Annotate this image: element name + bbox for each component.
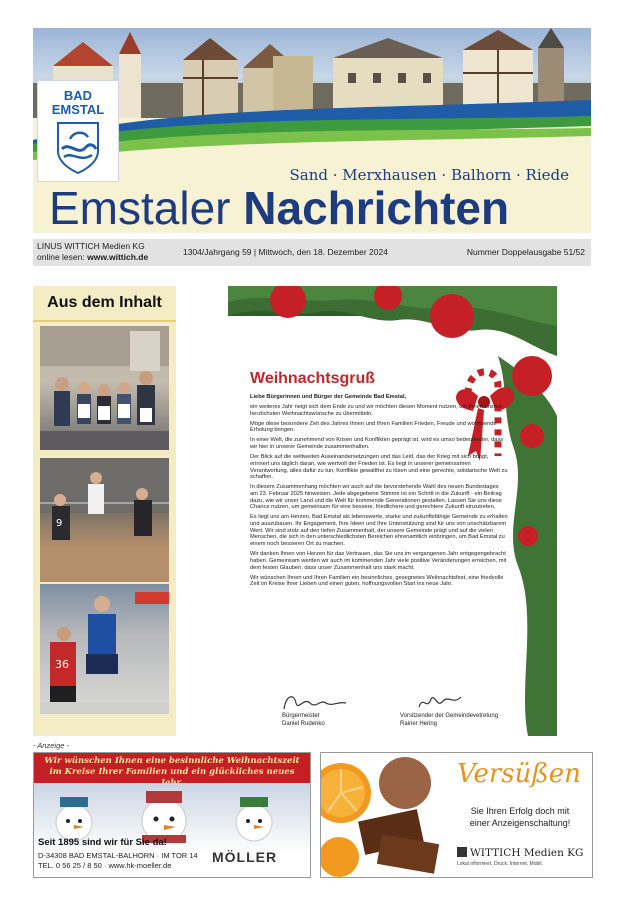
contents-column	[33, 286, 176, 736]
ad-banner	[34, 753, 310, 783]
ad-contact-line: TEL. 0 56 25 / 8 50 · www.hk-moeller.de	[38, 861, 172, 870]
masthead	[33, 28, 591, 233]
svg-text:36: 36	[55, 658, 69, 671]
online-line	[37, 252, 148, 263]
newspaper-title	[49, 183, 509, 233]
logo-text	[38, 89, 118, 117]
chocolate-orange-image	[321, 753, 451, 877]
signature-hering	[415, 691, 475, 713]
greeting-letter	[250, 394, 508, 591]
letter-paragraph: Möge diese besondere Zeit des Jahres Ihnen und Ihren Familien Frieden, Freude und wohltuende Erholung bringen.	[250, 420, 497, 434]
ad-address-line: D-34308 BAD EMSTAL-BALHORN · IM TOR 14	[38, 851, 198, 860]
letter-paragraph: In einer Welt, die zunehmend von Krisen und Konflikten geprägt ist, wird es umso bedeutender, dass wir hier in unserer Gemeinde zusammenhalten.	[250, 437, 504, 451]
photo-award-ceremony[interactable]	[40, 326, 169, 450]
logo-line-2: EMSTAL	[51, 102, 105, 117]
ad-wittich[interactable]	[320, 752, 593, 878]
publisher-name: LINUS WITTICH Medien KG	[37, 241, 145, 251]
moeller-logo: MÖLLER	[212, 849, 278, 865]
photo-volleyball[interactable]	[40, 458, 169, 582]
online-label: online lesen:	[37, 252, 85, 262]
signatory-role: Vorsitzender der Gemeindevetretung	[400, 713, 499, 719]
letter-paragraph: ein weiteres Jahr neigt sich dem Ende zu und wir möchten diesen Moment nutzen, um Ihnen unsere herzlichsten Weihnachtswünsche zu übermitteln.	[250, 404, 502, 417]
ad-text-line-2: einer Anzeigenschaltung!	[469, 818, 571, 828]
ad-text-line-1: Sie Ihren Erfolg doch mit	[470, 806, 570, 816]
signatures	[250, 691, 550, 731]
letter-paragraph: In diesem Zusammenhang möchten wir auch auf die bevorstehende Wahl des neuen Bundestages am 23. Februar 2025 hinweisen. Jede abgegebene Stimme ist ein Schritt in die Zukunft - ein Beitrag dazu, wie wir unser Land und die Welt für kommende Generationen gestalten. Lassen Sie uns diese Chance nutzen, um gemeinsam für eine bessere, friedlichere und gerechtere Zukunft einzutreten.	[250, 484, 502, 511]
ad-tagline: Seit 1895 sind wir für Sie da!	[38, 837, 167, 848]
logo-line-1: BAD	[63, 88, 93, 103]
wittich-brand-name: WITTICH Medien KG	[470, 847, 584, 859]
title-light: Emstaler	[49, 182, 231, 233]
photo-handball[interactable]	[40, 584, 169, 714]
ad-address	[38, 851, 198, 871]
christmas-greeting-card	[228, 286, 557, 736]
ad-moeller[interactable]	[33, 752, 311, 878]
letter-paragraph: Wir wünschen Ihnen und Ihren Familien ein besinnliches, gesegnetes Weihnachtsfest, eine friedvolle Zeit im Kreise Ihrer Lieben und einen guten, hoffnungsvollen Start ins neue Jahr.	[250, 574, 504, 588]
ad-text	[449, 805, 591, 829]
greeting-title: Weihnachtsgruß	[250, 370, 376, 387]
letter-paragraph: Der Blick auf die weltweiten Auseinandersetzungen und das Leid, das der Krieg mit sich bringt, erinnert uns täglich daran, wie wertvoll der Frieden ist. Es liegt in unserer gemeinsamen Verantwortung, alles dafür zu tun, Konflikte gewaltfrei zu lösen und eine gerechte, solidarische Welt zu schaffen.	[250, 454, 508, 481]
handball-image	[40, 584, 169, 714]
edition-info: 1304/Jahrgang 59 | Mittwoch, den 18. Dezember 2024	[183, 247, 388, 257]
svg-text:9: 9	[56, 518, 63, 529]
letter-salutation: Liebe Bürgerinnen und Bürger der Gemeinde Bad Emstal,	[250, 394, 407, 400]
wittich-logo	[457, 847, 583, 859]
publisher-info	[37, 241, 148, 263]
signatory-council-chair	[400, 713, 498, 728]
title-bold: Nachrichten	[243, 182, 510, 233]
issue-number: Nummer Doppelausgabe 51/52	[466, 247, 585, 257]
signatory-name: Rainer Hering	[400, 720, 438, 727]
letter-paragraph: Wir danken Ihnen von Herzen für das Vertrauen, das Sie uns im vergangenen Jahr entgegengebracht haben. Gemeinsam werden wir auch im kommenden Jahr viele positive Veränderungen erreichen, mit dem festen Glauben, dass unser Zusammenhalt uns stark macht.	[250, 551, 507, 571]
ad-headline: Versüßen	[457, 759, 581, 789]
volleyball-image	[40, 458, 169, 582]
localities: Sand · Merxhausen · Balhorn · Riede	[289, 166, 569, 184]
signatory-name: Daniel Rudenko	[282, 720, 325, 727]
ad-label: - Anzeige -	[33, 741, 69, 750]
signature-rudenko	[280, 691, 360, 713]
chocolate-orange-icon	[321, 753, 451, 877]
crest-icon	[54, 121, 102, 175]
bad-emstal-logo	[37, 80, 119, 182]
ad-headline-line-1: Wir wünschen Ihnen eine besinnliche Weihnachtszeit	[44, 756, 300, 766]
letter-paragraph: Es liegt uns am Herzen, Bad Emstal als lebenswerte, starke und zukunftsfähige Gemeinde zu erhalten und auszubauen. Ihr Engagement, Ihre Ideen und Ihre Unterstützung sind für uns von unschätzbarem Wert. Wir sind stolz auf den tiefen Zusammenhalt, der unsere Gemeinde prägt und auf die vielen Menschen, die sich in den unterschiedlichsten Bereichen ehrenamtlich einbringen, um Bad Emstal zu einem noch besseren Ort zu machen.	[250, 514, 508, 548]
award-ceremony-image	[40, 326, 169, 450]
signatory-mayor	[282, 713, 325, 728]
signatory-role: Bürgermeister	[282, 713, 320, 719]
contents-heading: Aus dem Inhalt	[33, 286, 176, 322]
ad-headline-line-2: im Kreise Ihrer Familien und ein glückliches neues	[49, 767, 295, 777]
info-bar	[33, 239, 591, 266]
wittich-brand-tagline: Lokal informiert. Druck. Internet. Mobil.	[457, 861, 543, 867]
wittich-logo-icon	[457, 847, 467, 857]
online-link[interactable]: www.wittich.de	[87, 252, 149, 262]
